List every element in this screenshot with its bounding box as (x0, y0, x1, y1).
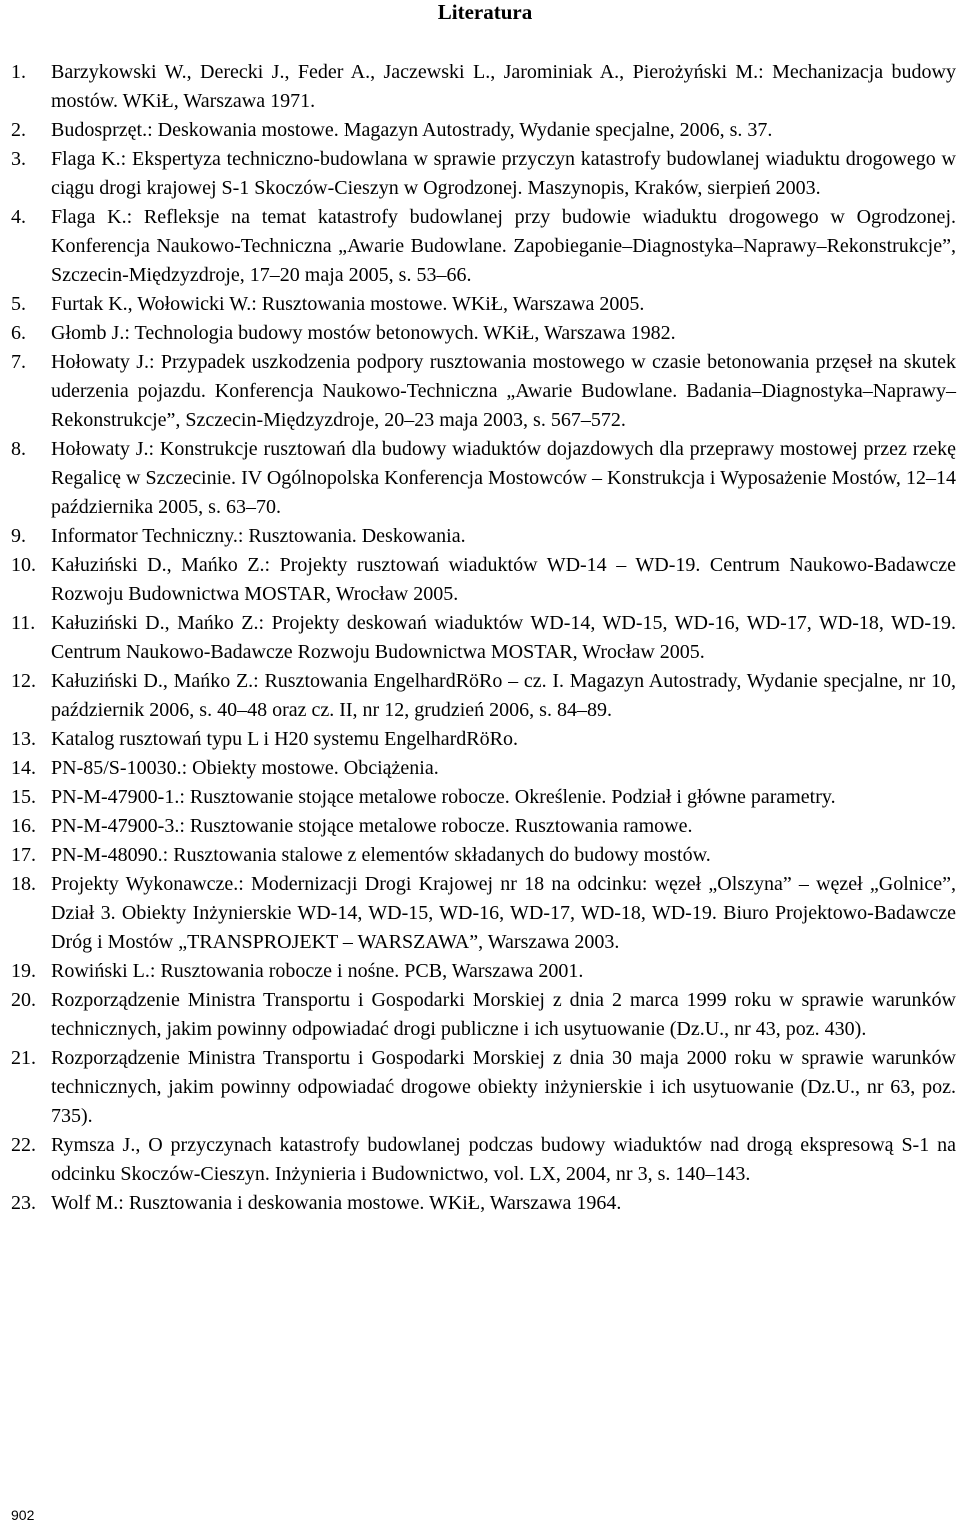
reference-text: Rozporządzenie Ministra Transportu i Gospodarki Morskiej z dnia 2 marca 1999 roku w sprawie warunków technicznych, jakim powinny odpowiadać drogi publiczne i ich usytuowanie (Dz.U., nr 43, poz. 430). (51, 989, 956, 1040)
reference-number: 5. (11, 293, 26, 315)
reference-item (11, 290, 956, 319)
reference-number: 3. (11, 148, 26, 170)
reference-text: PN-M-47900-1.: Rusztowanie stojące metalowe robocze. Określenie. Podział i główne parametry. (51, 786, 836, 808)
reference-text: Projekty Wykonawcze.: Modernizacji Drogi Krajowej nr 18 na odcinku: węzeł „Olszyna” – węzeł „Golnice”, Dział 3. Obiekty Inżynierskie WD-14, WD-15, WD-16, WD-17, WD-18, WD-19. Biuro Projektowo-Badawcze Dróg i Mostów „TRANSPROJEKT – WARSZAWA”, Warszawa 2003. (51, 873, 956, 953)
reference-item (11, 1044, 956, 1131)
reference-item (11, 754, 956, 783)
reference-item (11, 783, 956, 812)
reference-number: 10. (11, 554, 36, 576)
reference-number: 2. (11, 119, 26, 141)
reference-number: 6. (11, 322, 26, 344)
reference-number: 22. (11, 1134, 36, 1156)
reference-number: 1. (11, 61, 26, 83)
reference-item (11, 551, 956, 609)
page-title: Literatura (437, 0, 533, 24)
reference-item (11, 841, 956, 870)
reference-number: 4. (11, 206, 26, 228)
reference-text: Kałuziński D., Mańko Z.: Projekty rusztowań wiaduktów WD-14 – WD-19. Centrum Naukowo-Badawcze Rozwoju Budownictwa MOSTAR, Wrocław 2005. (51, 554, 956, 605)
reference-item (11, 522, 956, 551)
reference-number: 16. (11, 815, 36, 837)
reference-text: Kałuziński D., Mańko Z.: Rusztowania EngelhardRöRo – cz. I. Magazyn Autostrady, Wydanie specjalne, nr 10, październik 2006, s. 40–48 oraz cz. II, nr 12, grudzień 2006, s. 84–89. (51, 670, 956, 721)
reference-number: 8. (11, 438, 26, 460)
reference-text: Furtak K., Wołowicki W.: Rusztowania mostowe. WKiŁ, Warszawa 2005. (51, 293, 645, 315)
reference-item (11, 435, 956, 522)
reference-text: Głomb J.: Technologia budowy mostów betonowych. WKiŁ, Warszawa 1982. (51, 322, 676, 344)
reference-number: 15. (11, 786, 36, 808)
reference-item (11, 319, 956, 348)
reference-text: Rozporządzenie Ministra Transportu i Gospodarki Morskiej z dnia 30 maja 2000 roku w sprawie warunków technicznych, jakim powinny odpowiadać drogowe obiekty inżynierskie i ich usytuowanie (Dz.U., nr 63, poz. 735). (51, 1047, 956, 1127)
reference-text: PN-M-47900-3.: Rusztowanie stojące metalowe robocze. Rusztowania ramowe. (51, 815, 693, 837)
reference-number: 14. (11, 757, 36, 779)
reference-item (11, 203, 956, 290)
reference-number: 21. (11, 1047, 36, 1069)
reference-text: Rowiński L.: Rusztowania robocze i nośne. PCB, Warszawa 2001. (51, 960, 584, 982)
reference-number: 11. (11, 612, 36, 634)
reference-number: 12. (11, 670, 36, 692)
reference-text: Budosprzęt.: Deskowania mostowe. Magazyn Autostrady, Wydanie specjalne, 2006, s. 37. (51, 119, 773, 141)
reference-item (11, 609, 956, 667)
reference-text: PN-M-48090.: Rusztowania stalowe z elementów składanych do budowy mostów. (51, 844, 711, 866)
reference-list (11, 58, 956, 1218)
reference-text: Informator Techniczny.: Rusztowania. Deskowania. (51, 525, 466, 547)
reference-item (11, 870, 956, 957)
reference-number: 7. (11, 351, 26, 373)
reference-text: Rymsza J., O przyczynach katastrofy budowlanej podczas budowy wiaduktów nad drogą ekspresową S-1 na odcinku Skoczów-Cieszyn. Inżynieria i Budownictwo, vol. LX, 2004, nr 3, s. 140–143. (51, 1134, 956, 1185)
reference-item (11, 957, 956, 986)
reference-item (11, 348, 956, 435)
reference-item (11, 1131, 956, 1189)
reference-item (11, 116, 956, 145)
reference-item (11, 812, 956, 841)
reference-item (11, 725, 956, 754)
reference-item (11, 145, 956, 203)
reference-text: PN-85/S-10030.: Obiekty mostowe. Obciążenia. (51, 757, 439, 779)
reference-number: 17. (11, 844, 36, 866)
reference-number: 23. (11, 1192, 36, 1214)
reference-item (11, 58, 956, 116)
reference-text: Wolf M.: Rusztowania i deskowania mostowe. WKiŁ, Warszawa 1964. (51, 1192, 622, 1214)
reference-item (11, 1189, 956, 1218)
reference-item (11, 986, 956, 1044)
reference-text: Kałuziński D., Mańko Z.: Projekty deskowań wiaduktów WD-14, WD-15, WD-16, WD-17, WD-18, WD-19. Centrum Naukowo-Badawcze Rozwoju Budownictwa MOSTAR, Wrocław 2005. (51, 612, 956, 663)
reference-text: Hołowaty J.: Konstrukcje rusztowań dla budowy wiaduktów dojazdowych dla przeprawy mostowej przez rzekę Regalicę w Szczecinie. IV Ogólnopolska Konferencja Mostowców – Konstrukcja i Wyposażenie Mostów, 12–14 października 2005, s. 63–70. (51, 438, 956, 518)
reference-text: Barzykowski W., Derecki J., Feder A., Jaczewski L., Jarominiak A., Pierożyński M.: Mechanizacja budowy mostów. WKiŁ, Warszawa 1971. (51, 61, 956, 112)
page-number: 902 (11, 1507, 35, 1523)
reference-text: Flaga K.: Ekspertyza techniczno-budowlana w sprawie przyczyn katastrofy budowlanej wiaduktu drogowego w ciągu drogi krajowej S-1 Skoczów-Cieszyn w Ogrodzonej. Maszynopis, Kraków, sierpień 2003. (51, 148, 956, 199)
reference-number: 19. (11, 960, 36, 982)
reference-number: 18. (11, 873, 36, 895)
reference-number: 9. (11, 525, 26, 547)
reference-text: Katalog rusztowań typu L i H20 systemu EngelhardRöRo. (51, 728, 518, 750)
reference-item (11, 667, 956, 725)
reference-number: 20. (11, 989, 36, 1011)
reference-text: Flaga K.: Refleksje na temat katastrofy budowlanej przy budowie wiaduktu drogowego w Ogrodzonej. Konferencja Naukowo-Techniczna „Awarie Budowlane. Zapobieganie–Diagnostyka–Naprawy–Rekonstrukcje”, Szczecin-Międzyzdroje, 17–20 maja 2005, s. 53–66. (51, 206, 956, 286)
reference-number: 13. (11, 728, 36, 750)
reference-text: Hołowaty J.: Przypadek uszkodzenia podpory rusztowania mostowego w czasie betonowania przęseł na skutek uderzenia pojazdu. Konferencja Naukowo-Techniczna „Awarie Budowlane. Badania–Diagnostyka–Naprawy–Rekonstrukcje”, Szczecin-Międzyzdroje, 20–23 maja 2003, s. 567–572. (51, 351, 956, 431)
